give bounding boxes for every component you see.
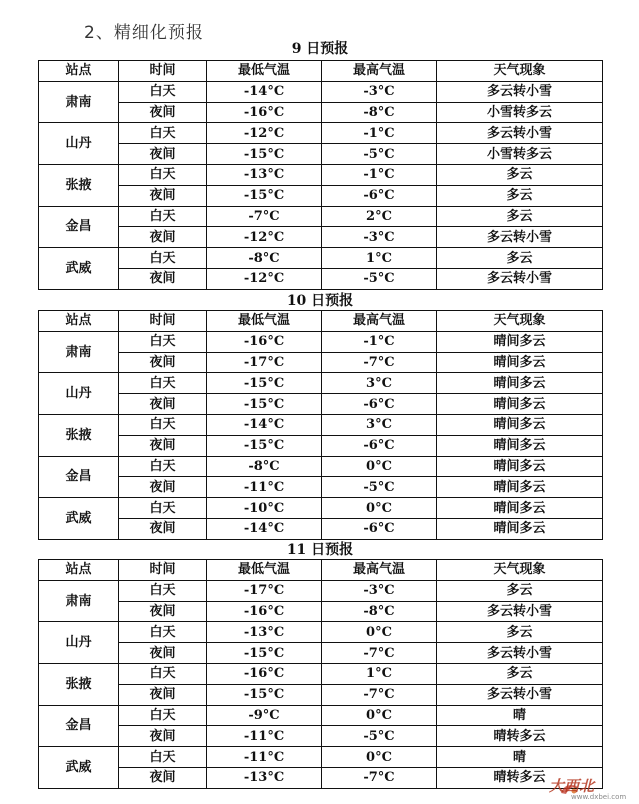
table-row — [39, 206, 603, 227]
weather-cell: 晴转多云 — [437, 767, 603, 788]
min-temp-cell: -12°C — [207, 123, 322, 144]
max-temp-cell: 0°C — [322, 747, 437, 768]
weather-cell: 晴 — [437, 705, 603, 726]
station-name: 武威 — [39, 498, 119, 540]
col-header-max-temp: 最高气温 — [322, 61, 437, 82]
weather-cell: 多云转小雪 — [437, 684, 603, 705]
min-temp-cell: -15°C — [207, 643, 322, 664]
weather-cell: 晴间多云 — [437, 518, 603, 539]
col-header-weather: 天气现象 — [437, 560, 603, 581]
time-cell: 白天 — [119, 373, 207, 394]
weather-cell: 小雪转多云 — [437, 144, 603, 165]
weather-cell: 晴间多云 — [437, 456, 603, 477]
table-row — [39, 580, 603, 601]
min-temp-cell: -16°C — [207, 663, 322, 684]
time-cell: 白天 — [119, 705, 207, 726]
max-temp-cell: 0°C — [322, 622, 437, 643]
table-row — [39, 726, 603, 747]
max-temp-cell: -1°C — [322, 164, 437, 185]
weather-cell: 晴间多云 — [437, 352, 603, 373]
min-temp-cell: -14°C — [207, 518, 322, 539]
max-temp-cell: 0°C — [322, 705, 437, 726]
min-temp-cell: -15°C — [207, 684, 322, 705]
table-row — [39, 601, 603, 622]
max-temp-cell: 0°C — [322, 498, 437, 519]
col-header-time: 时间 — [119, 61, 207, 82]
max-temp-cell: -5°C — [322, 477, 437, 498]
station-name: 张掖 — [39, 414, 119, 456]
weather-cell: 晴间多云 — [437, 373, 603, 394]
col-header-station: 站点 — [39, 311, 119, 332]
time-cell: 白天 — [119, 747, 207, 768]
station-name: 肃南 — [39, 580, 119, 622]
table-row — [39, 435, 603, 456]
weather-cell: 多云 — [437, 248, 603, 269]
max-temp-cell: -8°C — [322, 102, 437, 123]
max-temp-cell: -5°C — [322, 726, 437, 747]
max-temp-cell: 3°C — [322, 414, 437, 435]
max-temp-cell: -1°C — [322, 331, 437, 352]
weather-cell: 多云 — [437, 206, 603, 227]
table-header-row — [39, 61, 603, 82]
time-cell: 白天 — [119, 123, 207, 144]
weather-cell: 晴间多云 — [437, 414, 603, 435]
min-temp-cell: -14°C — [207, 414, 322, 435]
forecast-day-title: 10 日预报 — [286, 293, 354, 309]
min-temp-cell: -8°C — [207, 248, 322, 269]
max-temp-cell: -7°C — [322, 352, 437, 373]
weather-cell: 晴 — [437, 747, 603, 768]
max-temp-cell: 1°C — [322, 248, 437, 269]
weather-cell: 多云 — [437, 663, 603, 684]
svg-text:大西北: 大西北 — [549, 777, 595, 795]
table-row — [39, 185, 603, 206]
weather-cell: 多云 — [437, 580, 603, 601]
table-row — [39, 102, 603, 123]
table-row — [39, 81, 603, 102]
time-cell: 夜间 — [119, 144, 207, 165]
col-header-station: 站点 — [39, 560, 119, 581]
forecast-day-title: 9 日预报 — [291, 41, 349, 57]
max-temp-cell: -3°C — [322, 81, 437, 102]
table-row — [39, 643, 603, 664]
min-temp-cell: -11°C — [207, 477, 322, 498]
time-cell: 白天 — [119, 331, 207, 352]
weather-cell: 多云转小雪 — [437, 227, 603, 248]
min-temp-cell: -8°C — [207, 456, 322, 477]
table-row — [39, 414, 603, 435]
time-cell: 夜间 — [119, 767, 207, 788]
station-name: 山丹 — [39, 622, 119, 664]
time-cell: 夜间 — [119, 684, 207, 705]
max-temp-cell: -7°C — [322, 767, 437, 788]
table-row — [39, 456, 603, 477]
table-row — [39, 518, 603, 539]
weather-cell: 晴间多云 — [437, 394, 603, 415]
forecast-table — [38, 60, 603, 290]
station-name: 山丹 — [39, 123, 119, 165]
weather-cell: 多云转小雪 — [437, 268, 603, 289]
col-header-time: 时间 — [119, 311, 207, 332]
time-cell: 白天 — [119, 663, 207, 684]
table-header-row — [39, 560, 603, 581]
weather-cell: 多云转小雪 — [437, 81, 603, 102]
table-header-row — [39, 311, 603, 332]
forecast-table — [38, 559, 603, 789]
max-temp-cell: -6°C — [322, 435, 437, 456]
max-temp-cell: -1°C — [322, 123, 437, 144]
time-cell: 夜间 — [119, 394, 207, 415]
min-temp-cell: -13°C — [207, 164, 322, 185]
time-cell: 夜间 — [119, 227, 207, 248]
weather-cell: 多云 — [437, 185, 603, 206]
station-name: 金昌 — [39, 206, 119, 248]
time-cell: 白天 — [119, 206, 207, 227]
station-name: 武威 — [39, 747, 119, 789]
table-row — [39, 352, 603, 373]
min-temp-cell: -11°C — [207, 726, 322, 747]
min-temp-cell: -17°C — [207, 580, 322, 601]
min-temp-cell: -16°C — [207, 601, 322, 622]
table-row — [39, 498, 603, 519]
max-temp-cell: 3°C — [322, 373, 437, 394]
time-cell: 夜间 — [119, 726, 207, 747]
col-header-station: 站点 — [39, 61, 119, 82]
station-name: 金昌 — [39, 456, 119, 498]
min-temp-cell: -15°C — [207, 394, 322, 415]
min-temp-cell: -12°C — [207, 227, 322, 248]
weather-cell: 晴间多云 — [437, 435, 603, 456]
time-cell: 夜间 — [119, 352, 207, 373]
max-temp-cell: 0°C — [322, 456, 437, 477]
table-row — [39, 164, 603, 185]
table-row — [39, 622, 603, 643]
min-temp-cell: -14°C — [207, 81, 322, 102]
time-cell: 白天 — [119, 81, 207, 102]
time-cell: 白天 — [119, 164, 207, 185]
table-row — [39, 373, 603, 394]
min-temp-cell: -13°C — [207, 767, 322, 788]
watermark-logo — [549, 776, 631, 800]
forecast-table — [38, 310, 603, 540]
col-header-min-temp: 最低气温 — [207, 560, 322, 581]
table-row — [39, 394, 603, 415]
min-temp-cell: -15°C — [207, 144, 322, 165]
time-cell: 夜间 — [119, 477, 207, 498]
min-temp-cell: -15°C — [207, 435, 322, 456]
table-row — [39, 144, 603, 165]
min-temp-cell: -10°C — [207, 498, 322, 519]
weather-cell: 晴转多云 — [437, 726, 603, 747]
forecast-day-title: 11 日预报 — [286, 542, 354, 558]
station-name: 山丹 — [39, 373, 119, 415]
max-temp-cell: 1°C — [322, 663, 437, 684]
table-row — [39, 248, 603, 269]
max-temp-cell: -8°C — [322, 601, 437, 622]
col-header-min-temp: 最低气温 — [207, 311, 322, 332]
max-temp-cell: -5°C — [322, 268, 437, 289]
min-temp-cell: -13°C — [207, 622, 322, 643]
weather-cell: 多云 — [437, 622, 603, 643]
min-temp-cell: -15°C — [207, 185, 322, 206]
weather-cell: 晴间多云 — [437, 331, 603, 352]
max-temp-cell: -7°C — [322, 684, 437, 705]
time-cell: 夜间 — [119, 518, 207, 539]
table-row — [39, 684, 603, 705]
max-temp-cell: 2°C — [322, 206, 437, 227]
min-temp-cell: -17°C — [207, 352, 322, 373]
min-temp-cell: -16°C — [207, 331, 322, 352]
station-name: 金昌 — [39, 705, 119, 747]
weather-cell: 小雪转多云 — [437, 102, 603, 123]
svg-text:www.dxbei.com: www.dxbei.com — [571, 793, 627, 800]
max-temp-cell: -7°C — [322, 643, 437, 664]
col-header-weather: 天气现象 — [437, 61, 603, 82]
max-temp-cell: -6°C — [322, 185, 437, 206]
max-temp-cell: -3°C — [322, 227, 437, 248]
table-row — [39, 663, 603, 684]
max-temp-cell: -3°C — [322, 580, 437, 601]
min-temp-cell: -9°C — [207, 705, 322, 726]
station-name: 武威 — [39, 248, 119, 290]
page-heading: 2、精细化预报 — [84, 23, 204, 43]
weather-cell: 多云 — [437, 164, 603, 185]
station-name: 张掖 — [39, 164, 119, 206]
time-cell: 白天 — [119, 498, 207, 519]
time-cell: 白天 — [119, 248, 207, 269]
weather-cell: 多云转小雪 — [437, 123, 603, 144]
table-row — [39, 477, 603, 498]
time-cell: 白天 — [119, 580, 207, 601]
min-temp-cell: -11°C — [207, 747, 322, 768]
col-header-max-temp: 最高气温 — [322, 311, 437, 332]
col-header-max-temp: 最高气温 — [322, 560, 437, 581]
col-header-min-temp: 最低气温 — [207, 61, 322, 82]
min-temp-cell: -16°C — [207, 102, 322, 123]
table-row — [39, 123, 603, 144]
min-temp-cell: -12°C — [207, 268, 322, 289]
time-cell: 夜间 — [119, 268, 207, 289]
weather-cell: 多云转小雪 — [437, 601, 603, 622]
time-cell: 夜间 — [119, 185, 207, 206]
weather-cell: 多云转小雪 — [437, 643, 603, 664]
time-cell: 夜间 — [119, 102, 207, 123]
table-row — [39, 767, 603, 788]
time-cell: 夜间 — [119, 601, 207, 622]
weather-cell: 晴间多云 — [437, 477, 603, 498]
time-cell: 白天 — [119, 622, 207, 643]
table-row — [39, 705, 603, 726]
min-temp-cell: -15°C — [207, 373, 322, 394]
time-cell: 夜间 — [119, 643, 207, 664]
table-row — [39, 747, 603, 768]
weather-cell: 晴间多云 — [437, 498, 603, 519]
max-temp-cell: -5°C — [322, 144, 437, 165]
station-name: 肃南 — [39, 331, 119, 373]
table-row — [39, 227, 603, 248]
min-temp-cell: -7°C — [207, 206, 322, 227]
time-cell: 白天 — [119, 414, 207, 435]
table-row — [39, 268, 603, 289]
table-row — [39, 331, 603, 352]
max-temp-cell: -6°C — [322, 518, 437, 539]
station-name: 肃南 — [39, 81, 119, 123]
col-header-weather: 天气现象 — [437, 311, 603, 332]
time-cell: 夜间 — [119, 435, 207, 456]
max-temp-cell: -6°C — [322, 394, 437, 415]
station-name: 张掖 — [39, 663, 119, 705]
time-cell: 白天 — [119, 456, 207, 477]
col-header-time: 时间 — [119, 560, 207, 581]
